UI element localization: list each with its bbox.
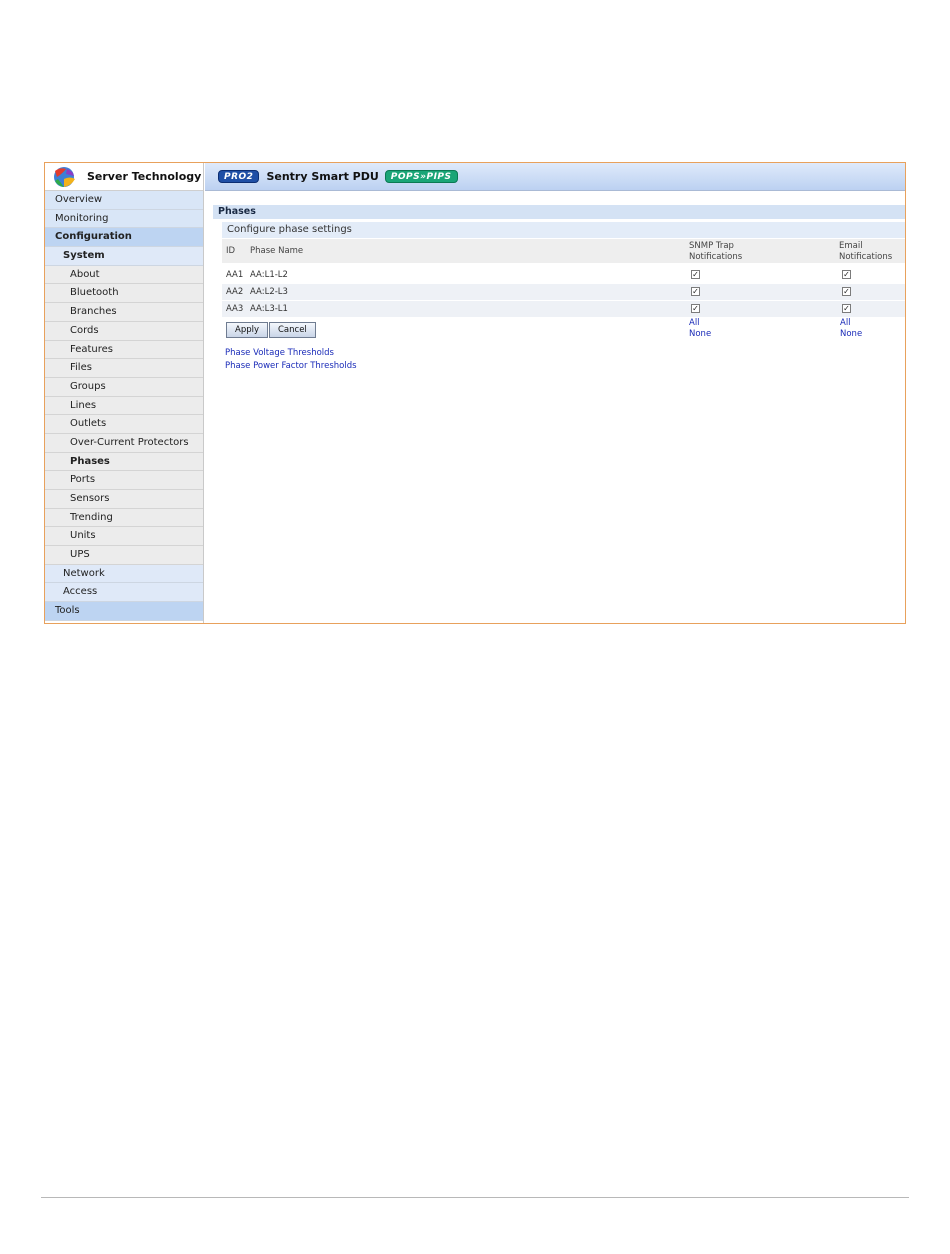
phase-power-factor-thresholds-link[interactable]: Phase Power Factor Thresholds	[225, 361, 357, 371]
nav-overview[interactable]: Overview	[45, 191, 203, 210]
snmp-checkbox[interactable]: ✓	[692, 304, 699, 313]
product-title: Sentry Smart PDU	[266, 170, 379, 183]
nav-access[interactable]: Access	[45, 583, 203, 602]
snmp-checkbox[interactable]: ✓	[692, 270, 699, 279]
nav-network[interactable]: Network	[45, 565, 203, 584]
table-row	[222, 284, 905, 300]
row-id: AA3	[226, 304, 244, 314]
phase-voltage-thresholds-link[interactable]: Phase Voltage Thresholds	[225, 348, 334, 358]
server-technology-logo-icon	[51, 165, 77, 189]
column-email-line1: Email	[839, 241, 863, 251]
nav-trending[interactable]: Trending	[45, 509, 203, 528]
column-phase-name: Phase Name	[250, 246, 304, 256]
column-id: ID	[226, 246, 236, 256]
nav-bluetooth[interactable]: Bluetooth	[45, 284, 203, 303]
nav-about[interactable]: About	[45, 266, 203, 285]
app-frame	[44, 162, 906, 624]
nav-ups[interactable]: UPS	[45, 546, 203, 565]
main-content	[205, 163, 905, 623]
column-email-line2: Notifications	[839, 252, 893, 262]
column-snmp-line2: Notifications	[689, 252, 743, 262]
sidebar	[45, 163, 204, 623]
row-phase-name: AA:L3-L1	[250, 304, 288, 314]
nav-files[interactable]: Files	[45, 359, 203, 378]
row-id: AA2	[226, 287, 244, 297]
table-row	[222, 301, 905, 317]
nav-configuration[interactable]: Configuration	[45, 228, 203, 247]
nav-branches[interactable]: Branches	[45, 303, 203, 322]
snmp-checkbox[interactable]: ✓	[692, 287, 699, 296]
email-checkbox[interactable]: ✓	[843, 304, 850, 313]
snmp-select-all-link[interactable]: All	[689, 318, 700, 328]
row-phase-name: AA:L2-L3	[250, 287, 288, 297]
email-checkbox[interactable]: ✓	[843, 287, 850, 296]
nav-ports[interactable]: Ports	[45, 471, 203, 490]
column-snmp-line1: SNMP Trap	[689, 241, 734, 251]
cancel-button[interactable]: Cancel	[269, 322, 316, 338]
nav-lines[interactable]: Lines	[45, 397, 203, 416]
nav-system[interactable]: System	[45, 247, 203, 266]
nav-sensors[interactable]: Sensors	[45, 490, 203, 509]
pops-pips-badge: POPS»PIPS	[385, 170, 458, 183]
snmp-select-none-link[interactable]: None	[689, 329, 712, 339]
apply-button[interactable]: Apply	[226, 322, 268, 338]
email-checkbox[interactable]: ✓	[843, 270, 850, 279]
email-select-all-link[interactable]: All	[840, 318, 851, 328]
footer-divider	[41, 1197, 909, 1198]
email-select-none-link[interactable]: None	[840, 329, 863, 339]
panel-title: Configure phase settings	[222, 222, 905, 238]
nav-groups[interactable]: Groups	[45, 378, 203, 397]
nav-outlets[interactable]: Outlets	[45, 415, 203, 434]
row-id: AA1	[226, 270, 244, 280]
nav-tools[interactable]: Tools	[45, 602, 203, 621]
brand-header	[45, 163, 203, 191]
nav-features[interactable]: Features	[45, 341, 203, 360]
section-title: Phases	[213, 205, 905, 219]
brand-name: Server Technology	[87, 170, 202, 183]
table-header	[222, 239, 905, 263]
top-banner	[205, 163, 905, 191]
nav-cords[interactable]: Cords	[45, 322, 203, 341]
nav-units[interactable]: Units	[45, 527, 203, 546]
row-phase-name: AA:L1-L2	[250, 270, 288, 280]
table-row	[222, 267, 905, 283]
nav-phases[interactable]: Phases	[45, 453, 203, 472]
nav-over-current-protectors[interactable]: Over-Current Protectors	[45, 434, 203, 453]
nav-monitoring[interactable]: Monitoring	[45, 210, 203, 229]
pro2-badge: PRO2	[218, 170, 259, 183]
